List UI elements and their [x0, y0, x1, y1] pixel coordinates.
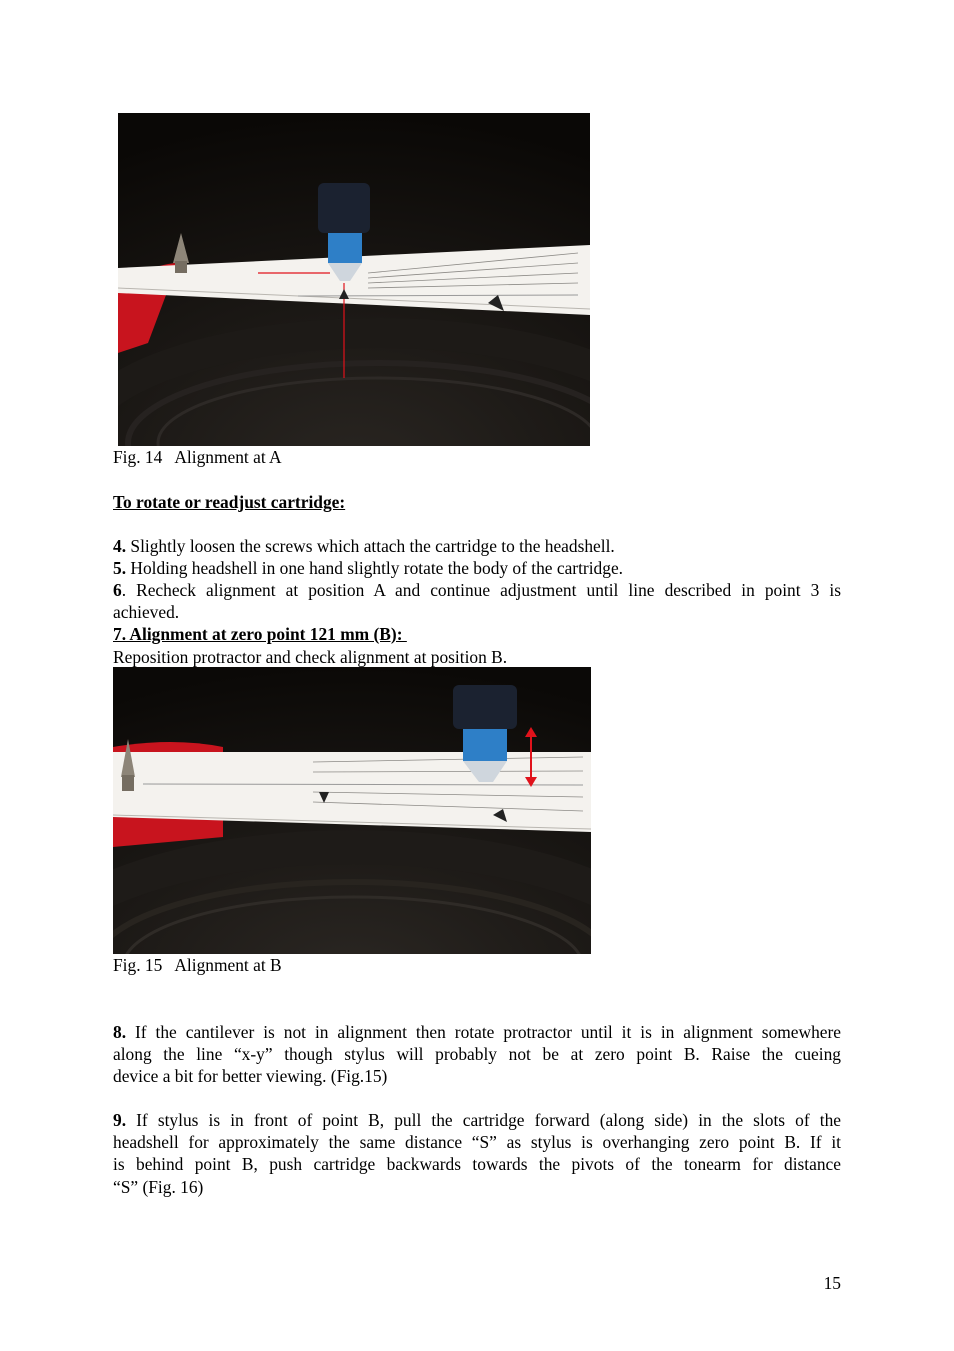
step-7-title: 7. Alignment at zero point 121 mm (B): [113, 624, 407, 644]
step-8-line-2: along the line “x-y” though stylus will probably not be at zero point B. Raise the cueing [113, 1044, 841, 1064]
step-6-line-1: 6. Recheck alignment at position A and continue adjustment until line described in point 3 is [113, 580, 841, 600]
fig15-illustration [113, 667, 591, 954]
cartridge-body [318, 183, 370, 233]
step-4: 4. Slightly loosen the screws which attach the cartridge to the headshell. [113, 536, 615, 556]
step-6-line-2: achieved. [113, 602, 180, 622]
figure-15-caption: Fig. 15 Alignment at B [113, 955, 282, 975]
step-9-line-3: is behind point B, push cartridge backwards towards the pivots of the tonearm for distance [113, 1154, 841, 1174]
cartridge-body [453, 685, 517, 729]
figure-14-caption: Fig. 14 Alignment at A [113, 447, 282, 467]
step-8-line-1: 8. If the cantilever is not in alignment then rotate protractor until it is in alignment somewhere [113, 1022, 841, 1042]
step-5: 5. Holding headshell in one hand slightly rotate the body of the cartridge. [113, 558, 624, 578]
step-8-line-3: device a bit for better viewing. (Fig.15) [113, 1066, 388, 1086]
page-number: 15 [823, 1273, 841, 1293]
step-9-line-4: “S” (Fig. 16) [113, 1177, 204, 1197]
section-heading: To rotate or readjust cartridge: [113, 492, 346, 512]
fig14-illustration [118, 113, 590, 446]
step-9-line-2: headshell for approximately the same distance “S” as stylus is overhanging zero point B. If it [113, 1132, 841, 1152]
step-7-text: Reposition protractor and check alignment at position B. [113, 647, 508, 667]
figure-15-photo [113, 667, 591, 954]
figure-14-photo [118, 113, 590, 446]
step-9-line-1: 9. If stylus is in front of point B, pull the cartridge forward (along side) in the slots of the [113, 1110, 841, 1130]
